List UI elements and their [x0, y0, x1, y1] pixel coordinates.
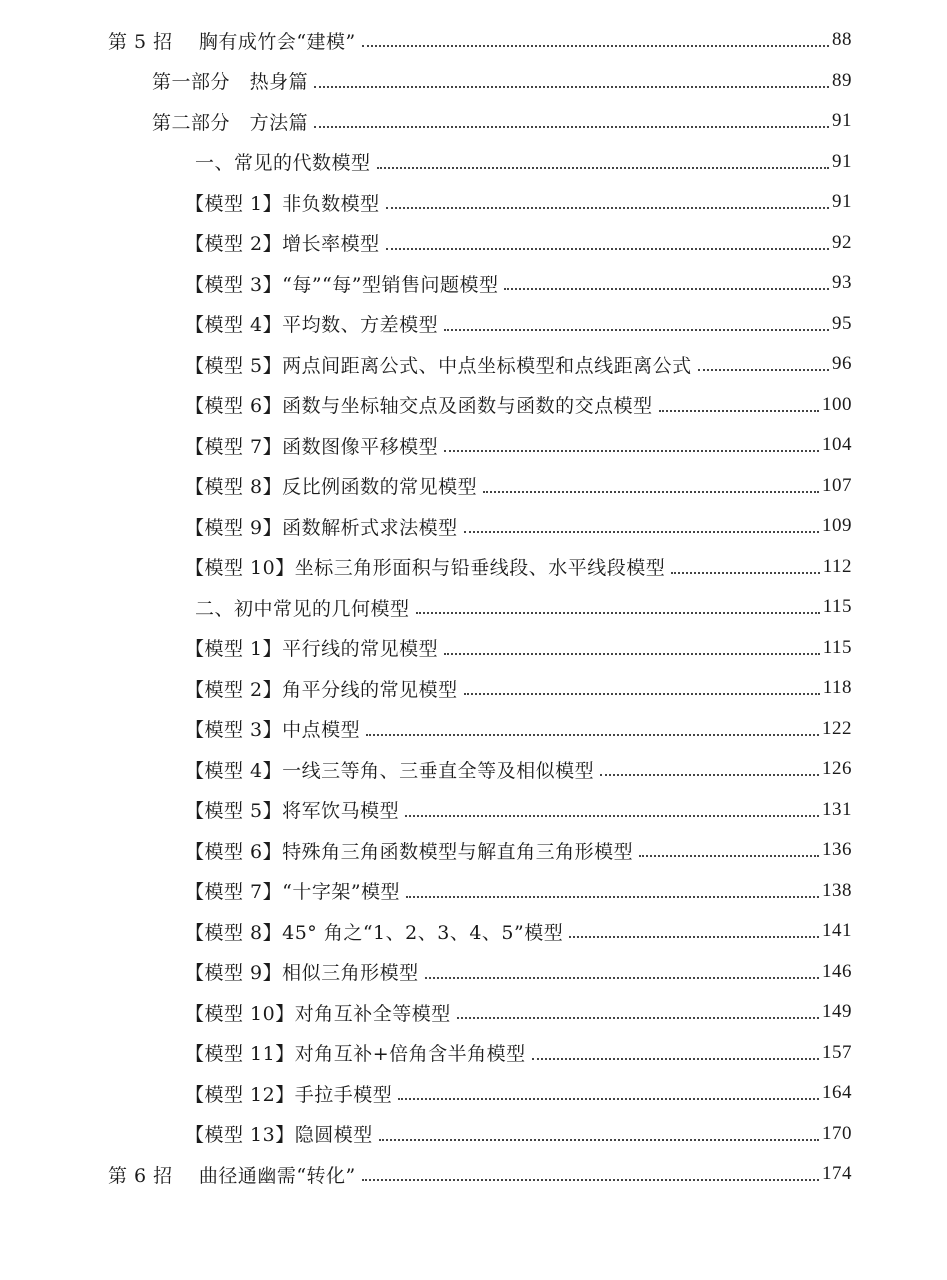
toc-dot-leader	[386, 248, 829, 250]
toc-model-entry	[185, 1114, 852, 1154]
toc-dot-leader	[532, 1058, 819, 1060]
toc-page-number: 95	[832, 312, 852, 334]
toc-entry-title: 【模型 2】角平分线的常见模型	[185, 678, 458, 701]
toc-entry-title: 第一部分 热身篇	[152, 71, 309, 93]
toc-page-number: 138	[822, 879, 852, 901]
toc-model-entry	[185, 385, 852, 425]
toc-page-number: 107	[822, 474, 852, 496]
toc-entry-title: 【模型 10】坐标三角形面积与铅垂线段、水平线段模型	[185, 557, 666, 579]
toc-entry-title: 第二部分 方法篇	[152, 111, 309, 134]
toc-page-number: 104	[822, 434, 852, 455]
toc-dot-leader	[398, 1098, 819, 1100]
toc-page-number: 157	[822, 1041, 852, 1063]
toc-entry-title: 【模型 3】中点模型	[185, 719, 361, 741]
toc-dot-leader	[600, 774, 819, 776]
toc-dot-leader	[405, 815, 819, 817]
toc-entry-title: 【模型 7】“十字架”模型	[185, 881, 401, 903]
toc-page-number: 115	[822, 636, 852, 658]
toc-entry-title: 【模型 5】将军饮马模型	[185, 800, 400, 822]
toc-dot-leader	[464, 693, 820, 695]
toc-dot-leader	[457, 1017, 819, 1019]
toc-dot-leader	[379, 1139, 819, 1141]
toc-entry-title: 一、常见的代数模型	[195, 152, 371, 174]
toc-entry-title: 【模型 4】平均数、方差模型	[185, 314, 439, 336]
toc-entry-title: 【模型 9】函数解析式求法模型	[185, 516, 458, 539]
toc-model-entry	[185, 709, 852, 749]
toc-dot-leader	[425, 977, 819, 979]
toc-dot-leader	[698, 369, 829, 371]
toc-part-entry	[152, 101, 852, 141]
toc-dot-leader	[314, 86, 829, 88]
toc-model-entry	[185, 911, 852, 951]
toc-model-entry	[185, 466, 852, 506]
toc-section-entry	[195, 142, 852, 182]
toc-model-entry	[185, 790, 852, 830]
toc-part-entry	[152, 61, 852, 101]
toc-page-number: 164	[822, 1082, 852, 1103]
toc-page-number: 91	[832, 110, 852, 131]
toc-model-entry	[185, 1073, 852, 1113]
toc-dot-leader	[483, 491, 819, 493]
toc-section-entry	[195, 587, 852, 627]
toc-page-number: 131	[822, 798, 852, 820]
toc-page-number: 96	[832, 353, 852, 374]
toc-page-number: 149	[822, 1001, 852, 1022]
toc-entry-title: 【模型 6】特殊角三角函数模型与解直角三角形模型	[185, 840, 634, 863]
toc-page-number: 170	[822, 1122, 852, 1144]
toc-entry-title: 【模型 12】手拉手模型	[185, 1083, 393, 1106]
toc-model-entry	[185, 668, 852, 708]
toc-model-entry	[185, 344, 852, 384]
toc-dot-leader	[362, 45, 829, 47]
toc-model-entry	[185, 506, 852, 546]
toc-page-number: 136	[822, 839, 852, 860]
toc-entry-title: 【模型 9】相似三角形模型	[185, 962, 419, 984]
toc-entry-title: 【模型 13】隐圆模型	[185, 1124, 373, 1146]
toc-entry-title: 【模型 7】函数图像平移模型	[185, 435, 439, 458]
toc-entry-title: 【模型 5】两点间距离公式、中点坐标模型和点线距离公式	[185, 354, 692, 377]
toc-chapter-entry	[108, 1154, 852, 1194]
toc-model-entry	[185, 425, 852, 465]
toc-dot-leader	[406, 896, 819, 898]
toc-dot-leader	[464, 531, 819, 533]
toc-page-number: 91	[832, 150, 852, 172]
toc-model-entry	[185, 992, 852, 1032]
toc-model-entry	[185, 263, 852, 303]
toc-dot-leader	[444, 653, 820, 655]
toc-page-number: 93	[832, 272, 852, 293]
toc-page-number: 112	[822, 555, 852, 577]
toc-page-number: 91	[832, 191, 852, 212]
toc-entry-title: 【模型 1】非负数模型	[185, 192, 380, 215]
toc-chapter-entry	[108, 20, 852, 60]
toc-entry-title: 二、初中常见的几何模型	[195, 597, 410, 620]
toc-entry-title: 第 6 招 曲径通幽需“转化”	[108, 1164, 356, 1187]
toc-entry-title: 【模型 11】对角互补+倍角含半角模型	[185, 1043, 526, 1065]
toc-dot-leader	[416, 612, 820, 614]
toc-model-entry	[185, 304, 852, 344]
toc-dot-leader	[671, 572, 819, 574]
toc-entry-title: 【模型 2】增长率模型	[185, 233, 380, 255]
toc-entry-title: 【模型 1】平行线的常见模型	[185, 638, 439, 660]
toc-page-number: 115	[822, 596, 852, 617]
toc-entry-title: 【模型 8】反比例函数的常见模型	[185, 476, 478, 498]
toc-page-number: 126	[822, 758, 852, 779]
toc-page-number: 92	[832, 231, 852, 253]
toc-page-number: 146	[822, 960, 852, 982]
toc-page-number: 141	[822, 920, 852, 941]
toc-model-entry	[185, 749, 852, 789]
toc-model-entry	[185, 182, 852, 222]
toc-model-entry	[185, 830, 852, 870]
toc-entry-title: 【模型 6】函数与坐标轴交点及函数与函数的交点模型	[185, 395, 653, 417]
toc-dot-leader	[377, 167, 829, 169]
toc-entry-title: 【模型 3】“每”“每”型销售问题模型	[185, 273, 499, 296]
toc-dot-leader	[362, 1179, 819, 1181]
toc-dot-leader	[504, 288, 829, 290]
toc-entry-title: 【模型 8】45° 角之“1、2、3、4、5”模型	[185, 921, 564, 944]
toc-model-entry	[185, 952, 852, 992]
toc-entry-title: 第 5 招 胸有成竹会“建模”	[108, 30, 356, 53]
toc-dot-leader	[569, 936, 819, 938]
toc-model-entry	[185, 628, 852, 668]
toc-dot-leader	[444, 450, 819, 452]
toc-entry-title: 【模型 4】一线三等角、三垂直全等及相似模型	[185, 759, 595, 782]
toc-dot-leader	[386, 207, 829, 209]
toc-page-number: 118	[822, 677, 852, 698]
toc-page-number: 174	[822, 1163, 852, 1184]
toc-page-number: 88	[832, 29, 852, 50]
toc-dot-leader	[366, 734, 819, 736]
toc-dot-leader	[314, 126, 829, 128]
toc-dot-leader	[639, 855, 819, 857]
toc-page-number: 122	[822, 717, 852, 739]
toc-model-entry	[185, 223, 852, 263]
toc-page-number: 100	[822, 393, 852, 415]
toc-dot-leader	[659, 410, 819, 412]
toc-entry-title: 【模型 10】对角互补全等模型	[185, 1002, 451, 1025]
toc-model-entry	[185, 871, 852, 911]
toc-page-number: 89	[832, 69, 852, 91]
toc-page-number: 109	[822, 515, 852, 536]
toc-model-entry	[185, 1033, 852, 1073]
toc-model-entry	[185, 547, 852, 587]
toc-dot-leader	[444, 329, 829, 331]
